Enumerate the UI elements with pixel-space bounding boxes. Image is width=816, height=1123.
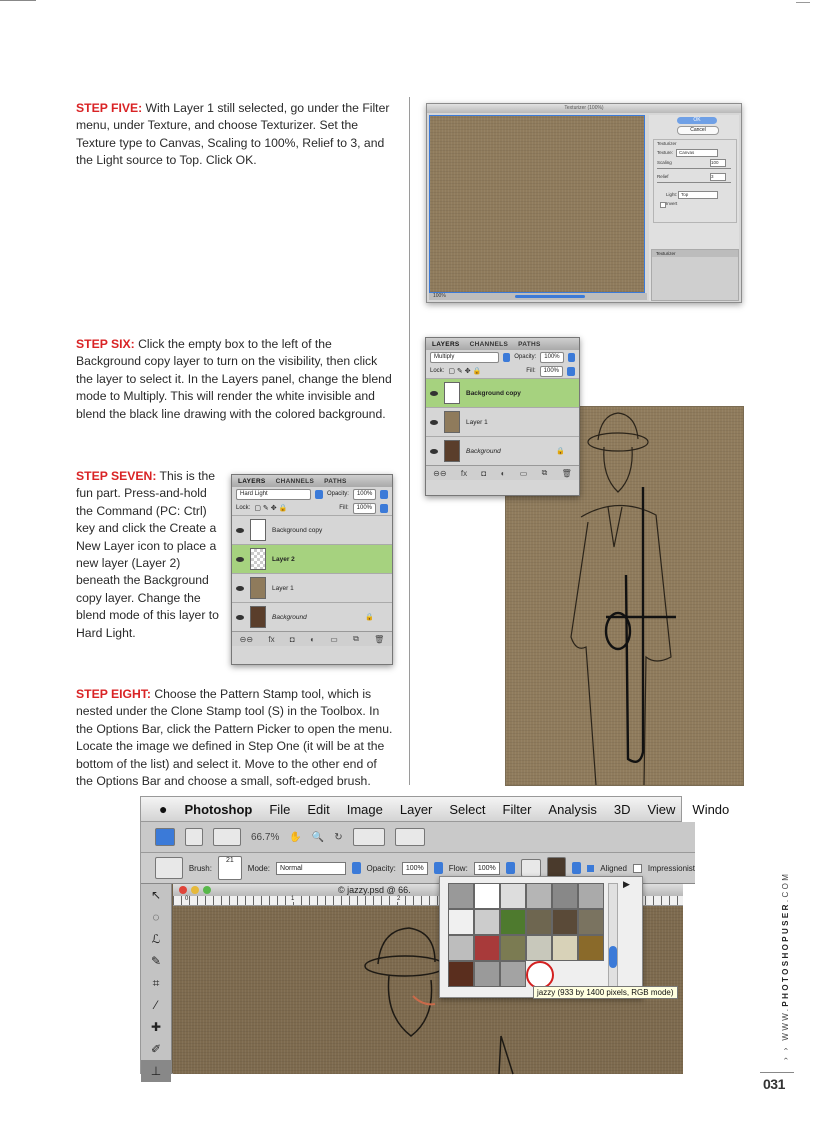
top-edge-mark — [0, 0, 36, 1]
layer-thumbnail — [250, 519, 266, 541]
hat-brim — [365, 956, 445, 976]
eye-icon[interactable] — [430, 449, 438, 454]
blend-mode-arrow[interactable] — [315, 490, 323, 499]
invert-label: Invert — [666, 201, 678, 206]
new-layer-icon[interactable]: ⧉ — [353, 634, 359, 643]
trombone-part — [499, 1036, 513, 1074]
hat-crown — [378, 928, 435, 964]
layer-background-copy[interactable] — [232, 515, 392, 544]
group-icon[interactable]: ▭ — [330, 634, 338, 644]
pattern-swatch[interactable] — [552, 909, 578, 935]
opacity-field[interactable]: 100% — [402, 862, 428, 875]
pattern-scrollbar[interactable] — [608, 883, 618, 993]
layer-name: Background — [272, 613, 307, 621]
fx-icon[interactable]: fx — [460, 468, 468, 478]
link-icon[interactable]: ⊖⊖ — [433, 468, 447, 478]
blend-mode-select[interactable]: Hard Light — [236, 489, 311, 500]
lock-icon: 🔒 — [556, 448, 565, 455]
layer-thumbnail — [250, 577, 266, 599]
tab-channels[interactable]: CHANNELS — [469, 340, 509, 348]
toolbox — [141, 884, 172, 1078]
step-seven — [76, 468, 226, 642]
app-menu[interactable]: Photoshop — [184, 801, 253, 817]
screen-mode-button[interactable] — [395, 828, 425, 846]
pattern-swatch[interactable] — [500, 961, 526, 987]
layers-footer — [232, 631, 392, 646]
layer-name: Background copy — [272, 526, 323, 534]
pattern-swatch[interactable] — [578, 883, 604, 909]
pattern-swatch[interactable] — [578, 935, 604, 961]
layer-name: Background copy — [466, 389, 521, 397]
step-six-heading: STEP SIX: — [76, 337, 135, 351]
impressionist-checkbox[interactable] — [633, 864, 642, 873]
magic-wand-icon[interactable]: ✎ — [150, 954, 162, 968]
lock-label: Lock: — [430, 368, 445, 374]
flow-arrow[interactable] — [506, 862, 515, 874]
lock-icons[interactable]: ▢ ✎ ✥ 🔒 — [254, 505, 288, 512]
menu-filter[interactable]: Filter — [502, 801, 532, 817]
pattern-swatch[interactable] — [448, 961, 474, 987]
opacity-arrow[interactable] — [380, 490, 388, 499]
step-eight-text: Choose the Pattern Stamp tool, which is nested under the Clone Stamp tool (S) in the Toolbox. In the Options Bar, click the Pattern Picker to open the menu. Locate the image we defined in Step One (it will be at the bottom of the list) and select it. Move to the other end of the Options Bar and choose a small, soft-edged brush. — [76, 687, 393, 789]
scaling-label: Scaling — [657, 160, 672, 165]
brush-label: Brush: — [188, 863, 212, 873]
fill-label: Fill: — [339, 505, 349, 511]
mode-label: Mode: — [247, 863, 271, 873]
arrange-button[interactable] — [353, 828, 385, 846]
menu-3d[interactable]: 3D — [613, 801, 631, 817]
website-prefix: › › WWW. — [781, 1006, 790, 1060]
tab-layers[interactable]: LAYERS — [238, 477, 266, 485]
page-number: 031 — [763, 1076, 785, 1092]
adjustment-icon[interactable]: ◐ — [310, 634, 315, 644]
move-tool-icon[interactable]: ↖ — [150, 888, 162, 902]
lock-label: Lock: — [236, 505, 251, 511]
lock-row — [232, 501, 392, 515]
group-icon[interactable]: ▭ — [519, 468, 528, 478]
website-sidebar — [781, 872, 790, 1060]
application-bar — [141, 822, 695, 853]
layer-thumbnail — [250, 606, 266, 628]
crop-tool-icon[interactable]: ⌗ — [152, 976, 160, 990]
menu-view[interactable]: View — [647, 801, 676, 817]
website-suffix: .COM — [781, 871, 790, 903]
tab-layers[interactable]: LAYERS — [432, 340, 460, 348]
photoshop-screenshot — [140, 796, 730, 1078]
eye-icon[interactable] — [236, 557, 244, 562]
pattern-menu-icon[interactable]: ▶ — [623, 879, 630, 889]
flow-label: Flow: — [448, 863, 468, 873]
trash-icon[interactable]: 🗑 — [374, 634, 385, 644]
texture-label: Texture: — [657, 150, 674, 155]
scaling-field[interactable]: 100 — [710, 159, 726, 167]
flow-field[interactable]: 100% — [474, 862, 500, 875]
pattern-swatch[interactable] — [578, 909, 604, 935]
mode-arrow[interactable] — [352, 862, 361, 874]
layer-2[interactable] — [232, 544, 392, 573]
layers-panel-hardlight — [231, 474, 393, 665]
view-extras-button[interactable] — [213, 828, 241, 846]
menu-file[interactable]: File — [269, 801, 291, 817]
layers-panel-multiply — [425, 337, 580, 496]
pattern-picker-panel — [439, 876, 643, 998]
hand-icon[interactable]: ✋ — [289, 831, 302, 843]
impressionist-label: Impressionist — [647, 863, 696, 873]
website-brand: PHOTOSHOPUSER — [781, 902, 790, 1007]
layer-thumbnail — [250, 548, 266, 570]
pattern-swatch[interactable] — [526, 883, 552, 909]
cancel-button[interactable]: Cancel — [677, 126, 719, 135]
eye-icon[interactable] — [236, 528, 244, 533]
link-icon[interactable]: ⊖⊖ — [239, 634, 254, 644]
fill-field[interactable]: 100% — [353, 503, 376, 514]
filter-list — [651, 249, 739, 301]
menu-image[interactable]: Image — [346, 801, 383, 817]
blend-mode-select[interactable]: Multiply — [430, 352, 499, 363]
step-eight-heading: STEP EIGHT: — [76, 687, 151, 701]
pattern-swatch[interactable] — [500, 935, 526, 961]
pattern-swatch[interactable] — [474, 909, 500, 935]
texturizer-scrollbar[interactable] — [515, 295, 585, 298]
layers-footer — [426, 465, 579, 480]
texturizer-preview — [429, 115, 645, 293]
adjustment-icon[interactable]: ◐ — [500, 468, 506, 478]
step-six — [76, 336, 394, 423]
aligned-label: Aligned — [600, 863, 627, 873]
blend-row — [426, 350, 579, 364]
step-seven-heading: STEP SEVEN: — [76, 469, 157, 483]
layer-thumbnail — [444, 440, 460, 462]
zoom-level[interactable]: 66.7% — [251, 831, 280, 843]
layer-name: Background — [466, 447, 501, 455]
fx-icon[interactable]: fx — [268, 634, 275, 644]
texturizer-zoom: 100% — [433, 293, 446, 299]
opacity-label: Opacity: — [514, 354, 537, 360]
light-label: Light: — [666, 192, 678, 197]
pattern-tooltip: jazzy (933 by 1400 pixels, RGB mode) — [533, 986, 678, 999]
step-seven-text: This is the fun part. Press-and-hold the Command (PC: Ctrl) key and click the Create a New Layer icon to place a new layer (Layer 2) beneath the Background copy layer. Change the blend mode of this layer to Hard Light. — [76, 469, 219, 640]
top-right-mark — [796, 2, 810, 3]
eye-icon[interactable] — [430, 391, 438, 396]
layer-name: Layer 2 — [272, 555, 295, 563]
column-divider — [409, 97, 410, 785]
opacity-arrow[interactable] — [568, 353, 575, 362]
pattern-picker-arrow[interactable] — [572, 862, 581, 874]
zoom-button[interactable] — [203, 886, 211, 894]
step-eight — [76, 686, 394, 790]
body — [571, 505, 671, 785]
airbrush-button[interactable] — [521, 859, 541, 877]
opacity-label: Opacity: — [326, 491, 349, 497]
ok-button[interactable]: OK — [677, 117, 717, 124]
pattern-scroll-thumb[interactable] — [609, 946, 617, 968]
relief-field[interactable]: 3 — [710, 173, 726, 181]
pattern-swatch[interactable] — [448, 883, 474, 909]
layer-1[interactable] — [232, 573, 392, 602]
pattern-swatch[interactable] — [474, 935, 500, 961]
eye-icon[interactable] — [430, 420, 438, 425]
menu-select[interactable]: Select — [449, 801, 486, 817]
pattern-swatch[interactable] — [448, 935, 474, 961]
menu-layer[interactable]: Layer — [399, 801, 433, 817]
ruler-0: 0 — [185, 896, 189, 902]
menu-edit[interactable]: Edit — [307, 801, 330, 817]
brush-picker[interactable] — [218, 856, 242, 880]
mode-select[interactable]: Normal — [276, 862, 346, 875]
eye-icon[interactable] — [236, 586, 244, 591]
fill-arrow[interactable] — [567, 367, 575, 376]
collar — [608, 507, 622, 547]
blend-row — [232, 487, 392, 501]
menu-bar — [141, 797, 730, 822]
lock-row — [426, 364, 579, 378]
apple-icon[interactable]: ● — [159, 801, 168, 817]
texturizer-zoom-bar[interactable] — [429, 293, 647, 300]
hat-crown — [598, 413, 638, 440]
texture-select[interactable]: Canvas — [676, 149, 718, 157]
lasso-tool-icon[interactable]: ℒ — [151, 932, 161, 946]
lock-icon: 🔒 — [365, 614, 374, 621]
hat-brim — [588, 433, 648, 451]
texturizer-group-label: Texturizer — [657, 141, 677, 146]
relief-slider[interactable] — [657, 182, 731, 183]
menu-analysis[interactable]: Analysis — [548, 801, 597, 817]
pattern-swatch[interactable] — [500, 883, 526, 909]
layers-tabs — [426, 338, 579, 350]
face — [388, 976, 431, 1036]
stamp-tool-icon[interactable]: ⊥ — [141, 1060, 171, 1082]
pattern-swatch[interactable] — [526, 909, 552, 935]
scaling-slider[interactable] — [657, 168, 731, 169]
trash-icon[interactable]: 🗑 — [561, 468, 572, 478]
zoom-icon[interactable]: 🔍 — [311, 831, 325, 843]
tab-paths[interactable]: PATHS — [518, 340, 541, 348]
bridge-button[interactable] — [185, 828, 203, 846]
mask-icon[interactable]: ◘ — [289, 634, 295, 644]
spot-heal-icon[interactable]: ✚ — [150, 1020, 162, 1034]
tab-channels[interactable]: CHANNELS — [275, 477, 315, 485]
ruler-1: 1 — [291, 896, 295, 902]
pattern-swatch[interactable] — [474, 961, 500, 987]
step-six-text: Click the empty box to the left of the Background copy layer to turn on the visibility, then click the layer to select it. In the Layers panel, change the blend mode to Multiply. This will render the white invisible and blend the black line drawing with the colored background. — [76, 337, 392, 421]
document-title: © jazzy.psd @ 66. — [338, 885, 411, 895]
fill-label: Fill: — [526, 368, 536, 374]
close-button[interactable] — [179, 886, 187, 894]
brush-tool-icon[interactable]: ✐ — [150, 1042, 162, 1056]
pattern-swatch[interactable] — [552, 935, 578, 961]
layers-tabs — [232, 475, 392, 487]
layer-name: Layer 1 — [466, 418, 488, 426]
ps-logo-button[interactable] — [155, 828, 175, 846]
pattern-swatch[interactable] — [526, 935, 552, 961]
tool-preset-button[interactable] — [155, 857, 183, 879]
layer-thumbnail — [444, 382, 460, 404]
face — [604, 447, 632, 492]
layer-background-copy[interactable] — [426, 378, 579, 407]
pattern-swatch-jazzy[interactable] — [526, 961, 554, 989]
aligned-checkbox[interactable] — [587, 865, 594, 872]
new-layer-icon[interactable]: ⧉ — [541, 468, 548, 477]
opacity-label: Opacity: — [366, 863, 396, 873]
step-five-text: With Layer 1 still selected, go under the Filter menu, under Texture, and choose Texturizer. Set the Texture type to Canvas, Scaling to 100%, Relief to 3, and the Light source to Top. Click OK. — [76, 101, 390, 168]
relief-label: Relief — [657, 174, 669, 179]
fill-field[interactable]: 100% — [540, 366, 563, 377]
rotate-icon[interactable]: ↻ — [334, 831, 343, 843]
mask-icon[interactable]: ◘ — [481, 468, 487, 478]
menu-window[interactable]: Windo — [692, 801, 730, 817]
minimize-button[interactable] — [191, 886, 199, 894]
layer-1[interactable] — [426, 407, 579, 436]
eyedropper-icon[interactable]: ⁄ — [154, 998, 157, 1012]
texturizer-title: Texturizer (100%) — [427, 104, 741, 113]
pattern-swatch[interactable] — [448, 909, 474, 935]
layer-thumbnail — [444, 411, 460, 433]
light-select[interactable]: Top — [678, 191, 718, 199]
tab-paths[interactable]: PATHS — [324, 477, 347, 485]
ruler-2: 2 — [397, 896, 401, 902]
opacity-field[interactable]: 100% — [353, 489, 376, 500]
texturizer-group — [653, 139, 737, 223]
opacity-arrow[interactable] — [434, 862, 443, 874]
layer-background[interactable] — [426, 436, 579, 465]
opacity-field[interactable]: 100% — [540, 352, 563, 363]
blend-mode-arrow[interactable] — [503, 353, 510, 362]
step-five-heading: STEP FIVE: — [76, 101, 143, 115]
fill-arrow[interactable] — [380, 504, 388, 513]
lock-icons[interactable]: ▢ ✎ ✥ 🔒 — [448, 368, 482, 375]
texturizer-dialog — [426, 103, 742, 303]
pattern-swatch[interactable] — [474, 883, 500, 909]
layer-name: Layer 1 — [272, 584, 294, 592]
layer-background[interactable] — [232, 602, 392, 631]
step-five — [76, 100, 394, 170]
pattern-swatch[interactable] — [500, 909, 526, 935]
filter-list-item[interactable]: Texturizer — [652, 250, 738, 257]
page-number-rule — [760, 1072, 794, 1073]
eye-icon[interactable] — [236, 615, 244, 620]
brush-size: 21 — [225, 857, 234, 864]
texturizer-controls — [649, 115, 739, 301]
marquee-tool-icon[interactable]: ◌ — [152, 910, 160, 924]
pattern-swatch[interactable] — [552, 883, 578, 909]
